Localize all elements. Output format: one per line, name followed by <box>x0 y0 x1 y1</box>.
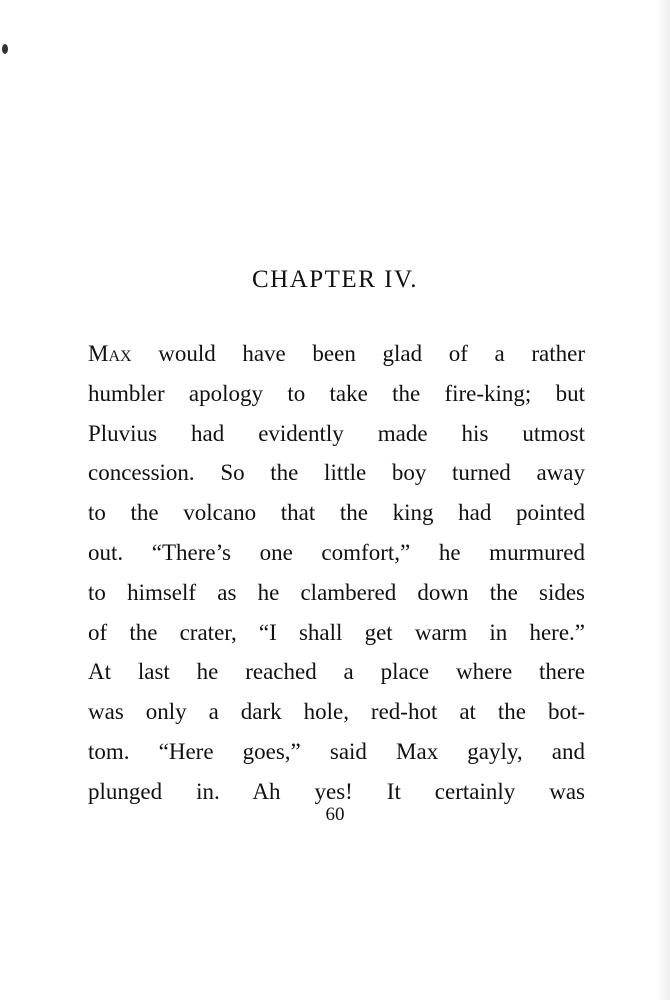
page-number: 60 <box>325 804 345 825</box>
chapter-title: CHAPTER IV. <box>251 266 419 293</box>
text-line-10: was only a dark hole, red-hot at the bot- <box>88 699 585 725</box>
text-line-9: At last he reached a place where there <box>88 659 585 685</box>
text-line-7: to himself as he clambered down the sides <box>88 579 585 605</box>
scan-speck <box>2 44 8 54</box>
text-line-12: plunged in. Ah yes! It certainly was <box>88 778 585 804</box>
text-line-4: concession. So the little boy turned away <box>88 460 585 486</box>
text-line-8: of the crater, “I shall get warm in here.” <box>88 619 585 645</box>
text-line-3: Pluvius had evidently made his utmost <box>88 420 585 446</box>
text-line-1-rest: would have been glad of a rather <box>131 341 585 366</box>
text-line-1 <box>88 334 585 374</box>
text-line-5: to the volcano that the king had pointed <box>88 500 585 526</box>
text-line-2: humbler apology to take the fire-king; but <box>88 380 585 406</box>
text-line-11: tom. “Here goes,” said Max gayly, and <box>88 738 585 764</box>
text-line-6: out. “There’s one comfort,” he murmured <box>88 539 585 565</box>
page-edge-shadow <box>656 0 670 1000</box>
body-text <box>88 334 585 812</box>
drop-word: Max <box>88 341 132 366</box>
